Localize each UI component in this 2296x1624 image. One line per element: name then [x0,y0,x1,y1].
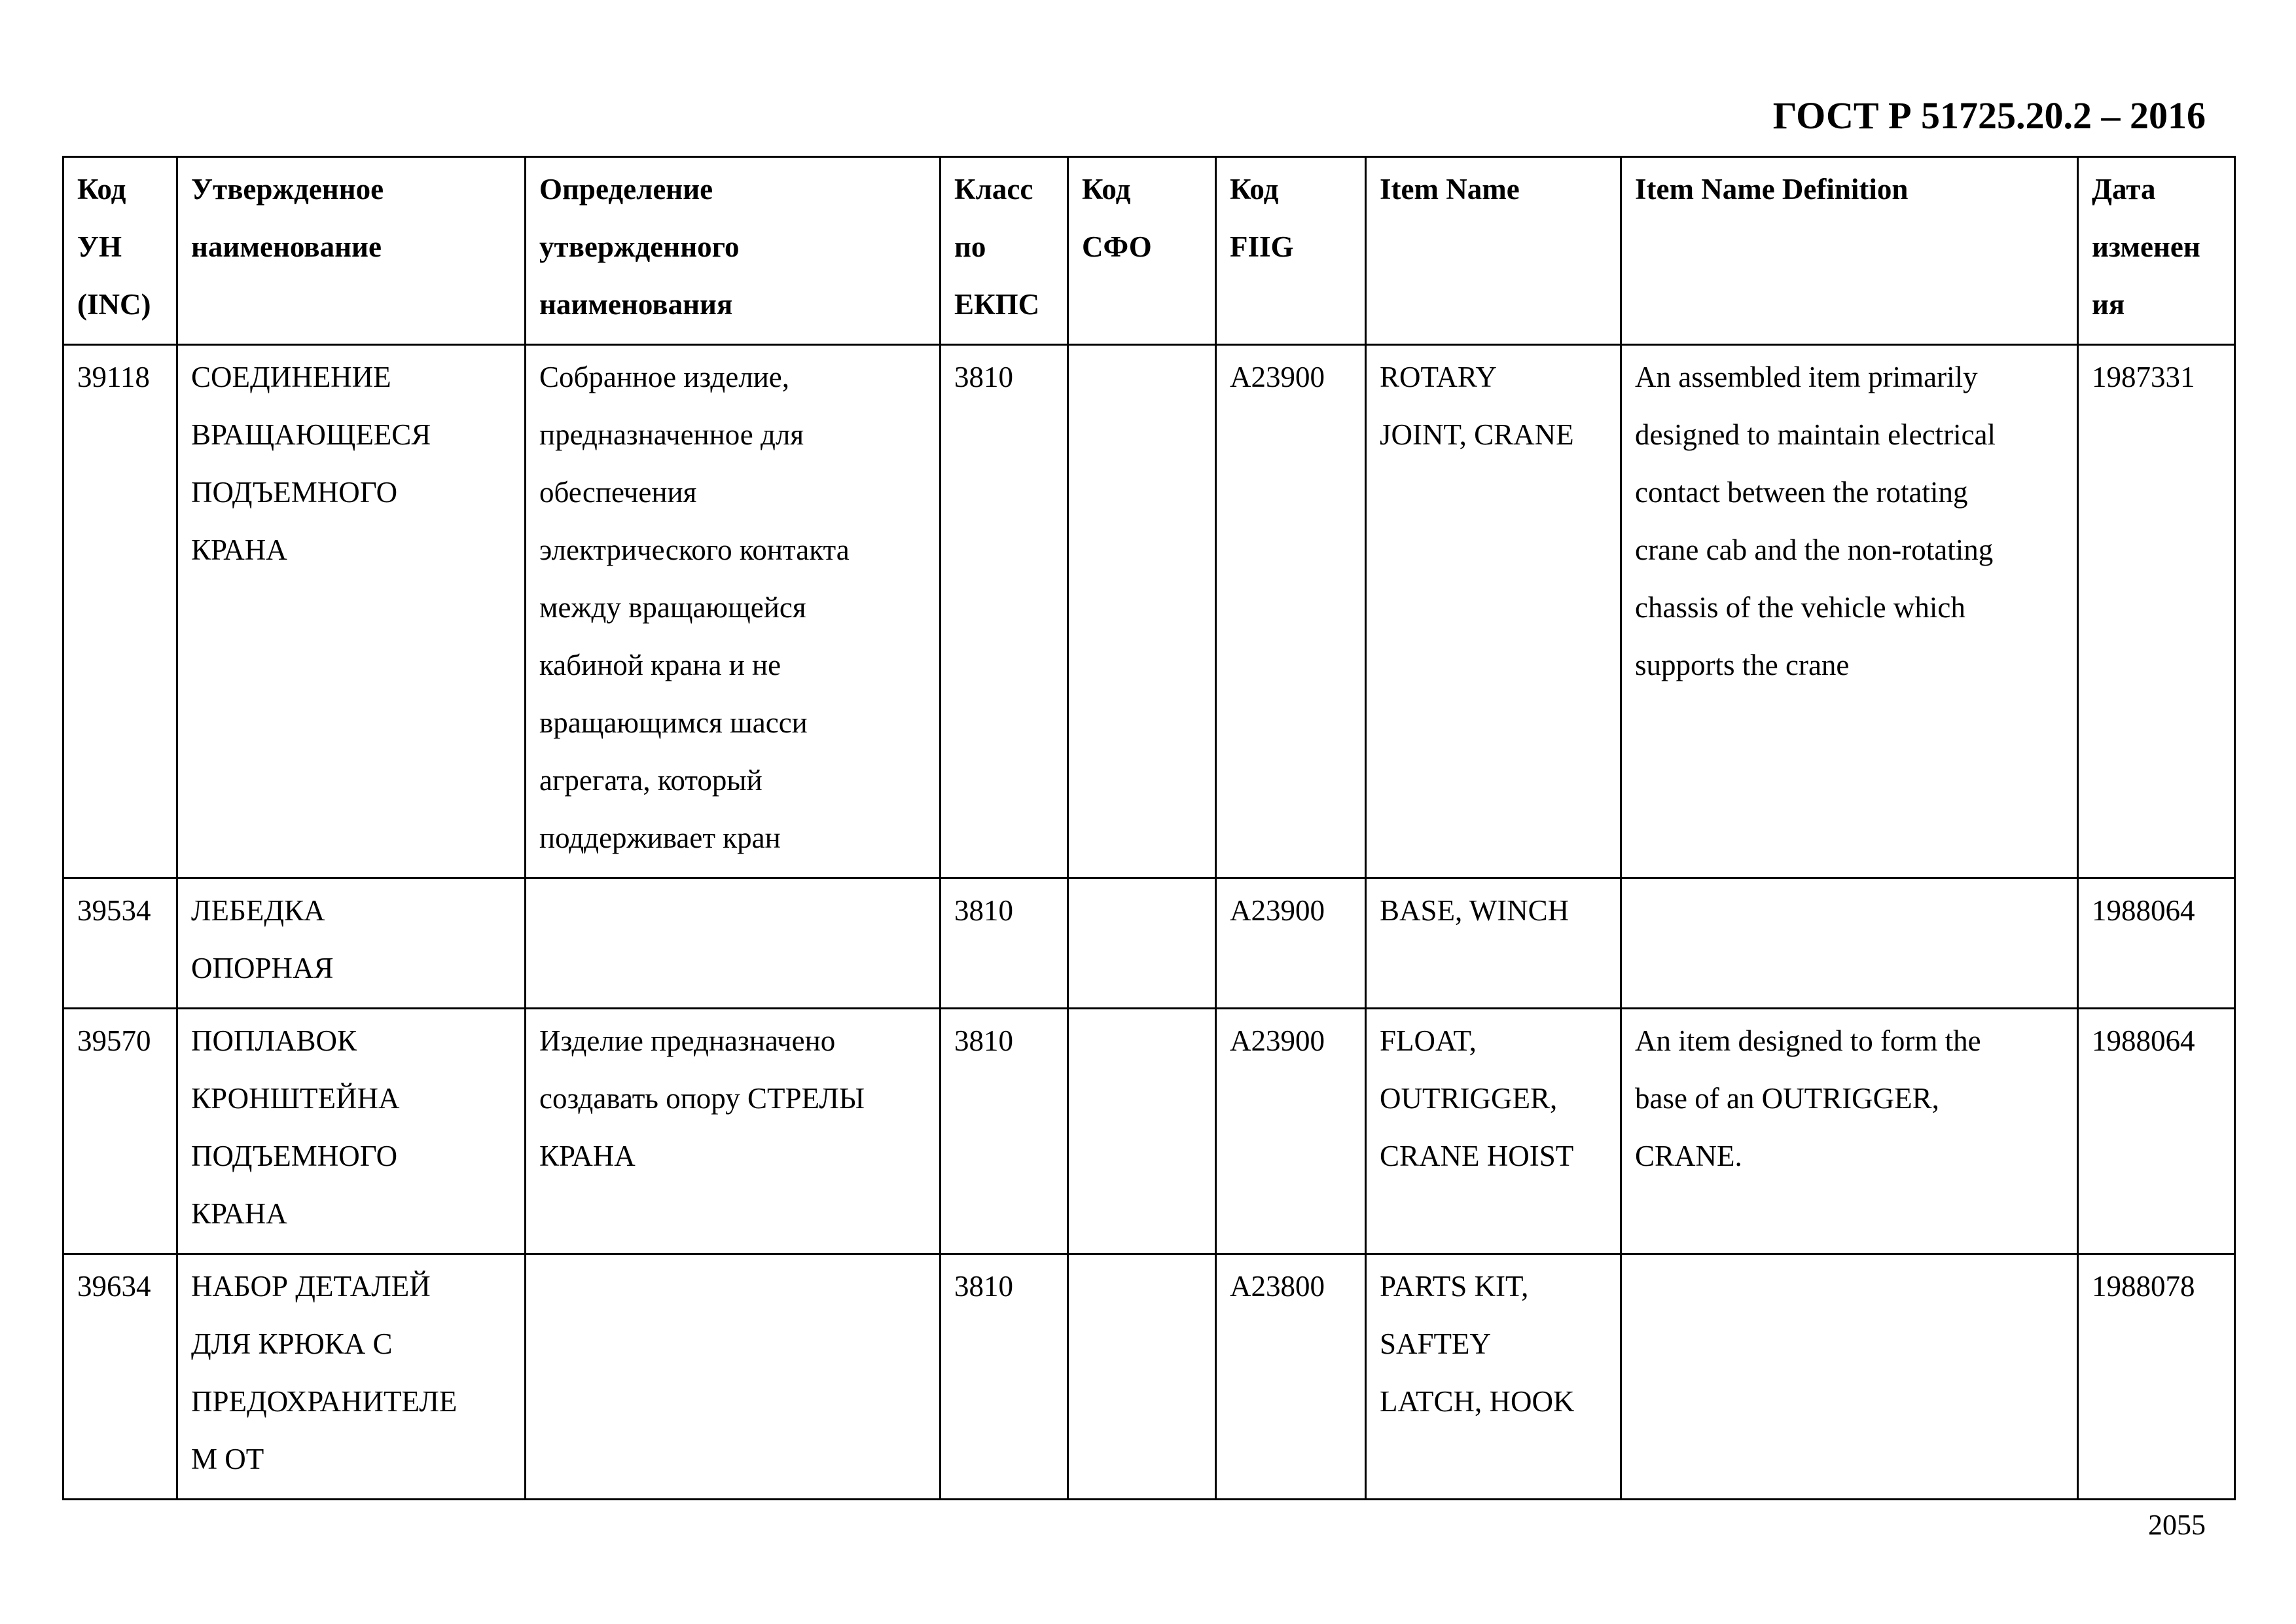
cell-class: 3810 [941,1254,1068,1500]
cell-item-name: ROTARY JOINT, CRANE [1366,345,1621,878]
column-header-item-name-definition: Item Name Definition [1621,157,2078,345]
column-header-change-date: Дата изменен ия [2078,157,2235,345]
cell-definition: Собранное изделие, предназначенное для обеспечения электрического контакта между вращающейся кабиной крана и не вращающимся шасси агрегата, который поддерживает кран [526,345,941,878]
cell-definition: Изделие предназначено создавать опору СТРЕЛЫ КРАНА [526,1009,941,1254]
column-header-inc: Код УН (INC) [63,157,177,345]
cell-sfo [1068,345,1216,878]
cell-class: 3810 [941,878,1068,1009]
cell-approved-name: ПОПЛАВОК КРОНШТЕЙНА ПОДЪЕМНОГО КРАНА [177,1009,526,1254]
cell-change-date: 1988078 [2078,1254,2235,1500]
cell-definition [526,1254,941,1500]
cell-item-name-definition [1621,1254,2078,1500]
cell-change-date: 1987331 [2078,345,2235,878]
cell-fiig: A23900 [1216,878,1366,1009]
cell-item-name: BASE, WINCH [1366,878,1621,1009]
cell-item-name-definition: An assembled item primarily designed to maintain electrical contact between the rotating crane cab and the non-rotating chassis of the vehicle which supports the crane [1621,345,2078,878]
column-header-sfo: Код СФО [1068,157,1216,345]
cell-approved-name: СОЕДИНЕНИЕ ВРАЩАЮЩЕЕСЯ ПОДЪЕМНОГО КРАНА [177,345,526,878]
cell-inc: 39570 [63,1009,177,1254]
table-row [63,878,2235,1009]
cell-sfo [1068,1009,1216,1254]
cell-approved-name: ЛЕБЕДКА ОПОРНАЯ [177,878,526,1009]
column-header-item-name: Item Name [1366,157,1621,345]
cell-class: 3810 [941,345,1068,878]
cell-sfo [1068,1254,1216,1500]
cell-item-name: PARTS KIT, SAFTEY LATCH, HOOK [1366,1254,1621,1500]
cell-inc: 39634 [63,1254,177,1500]
column-header-approved-name: Утвержденное наименование [177,157,526,345]
cell-item-name: FLOAT, OUTRIGGER, CRANE HOIST [1366,1009,1621,1254]
table-row [63,1009,2235,1254]
document-standard-header: ГОСТ Р 51725.20.2 – 2016 [1772,94,2206,137]
cell-sfo [1068,878,1216,1009]
cell-inc: 39118 [63,345,177,878]
cell-item-name-definition: An item designed to form the base of an OUTRIGGER, CRANE. [1621,1009,2078,1254]
cell-change-date: 1988064 [2078,878,2235,1009]
cell-approved-name: НАБОР ДЕТАЛЕЙ ДЛЯ КРЮКА С ПРЕДОХРАНИТЕЛЕ М ОТ [177,1254,526,1500]
column-header-class: Класс по ЕКПС [941,157,1068,345]
cell-change-date: 1988064 [2078,1009,2235,1254]
item-names-table [62,156,2236,1500]
table-row [63,1254,2235,1500]
cell-item-name-definition [1621,878,2078,1009]
column-header-definition: Определение утвержденного наименования [526,157,941,345]
cell-fiig: A23900 [1216,345,1366,878]
cell-fiig: A23800 [1216,1254,1366,1500]
column-header-fiig: Код FIIG [1216,157,1366,345]
cell-inc: 39534 [63,878,177,1009]
cell-class: 3810 [941,1009,1068,1254]
page-number: 2055 [2148,1509,2206,1541]
table-row [63,345,2235,878]
cell-fiig: A23900 [1216,1009,1366,1254]
cell-definition [526,878,941,1009]
table-header-row [63,157,2235,345]
